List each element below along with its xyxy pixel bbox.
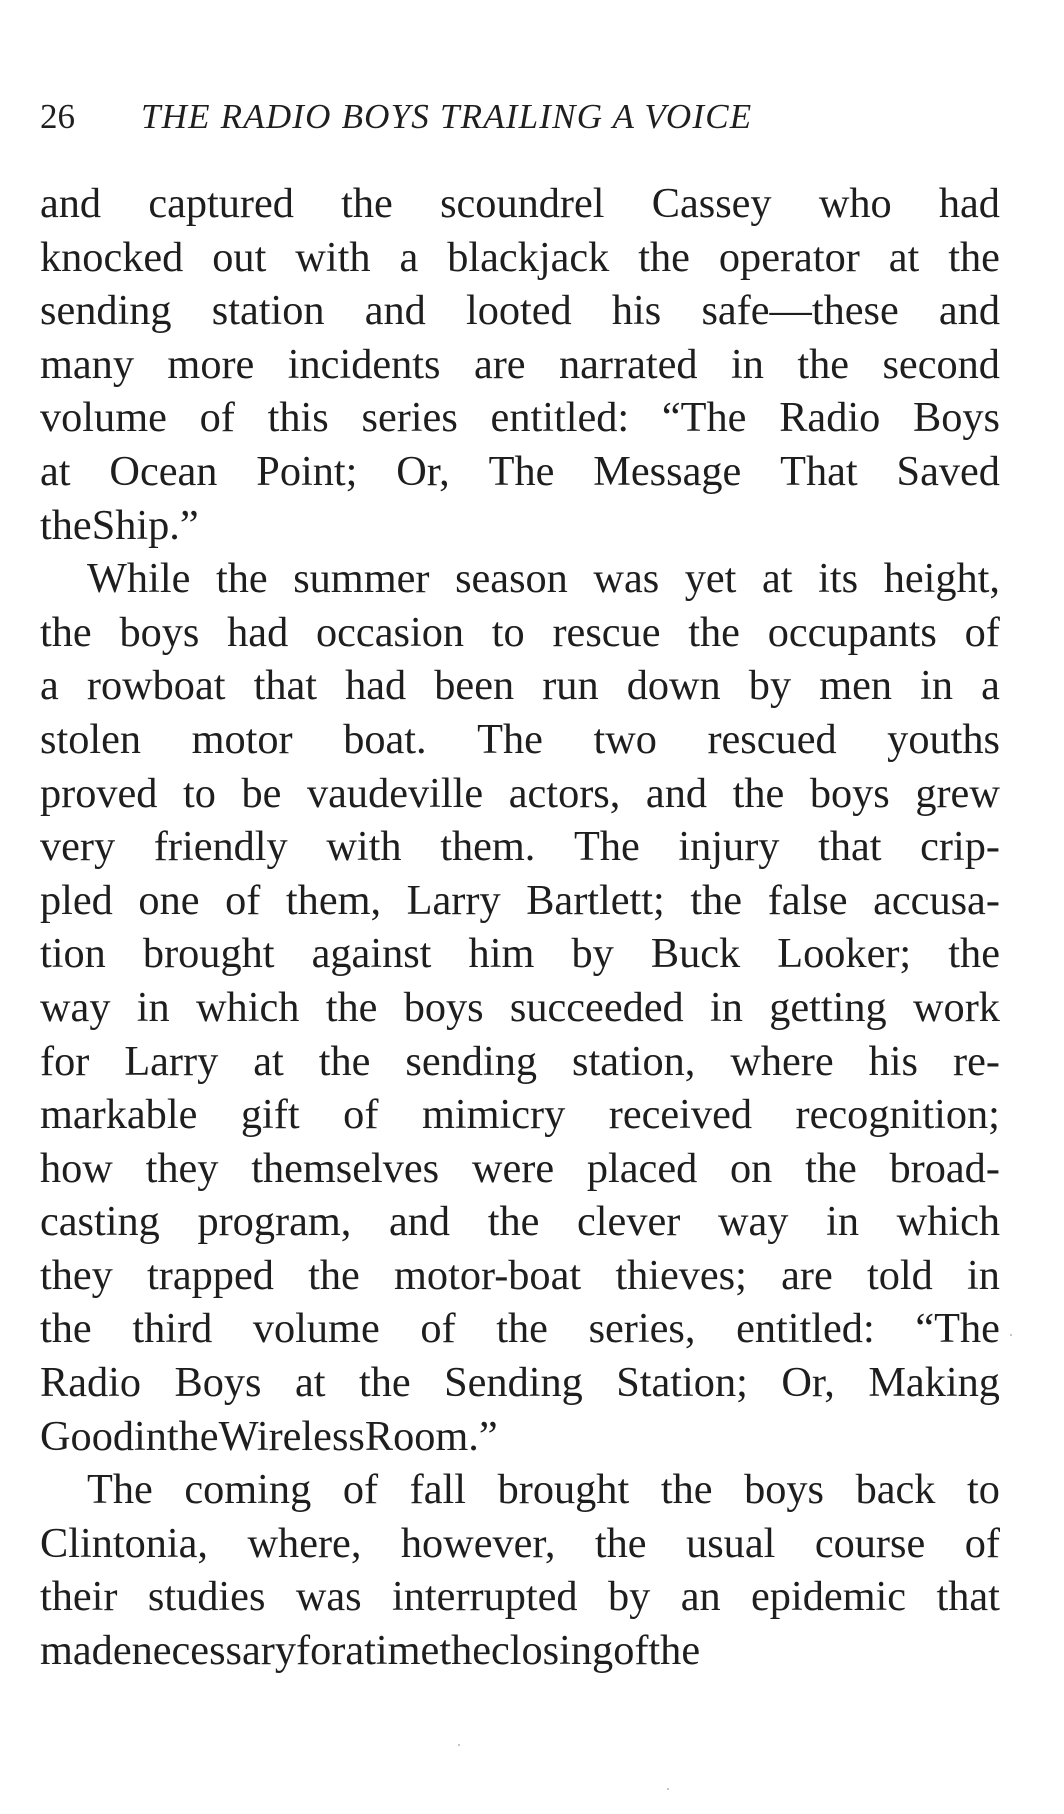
- text-word: which: [896, 1198, 1000, 1246]
- text-word: their: [40, 1573, 118, 1621]
- text-word: that: [936, 1573, 1000, 1621]
- text-word: program,: [197, 1198, 352, 1246]
- text-line: [40, 927, 1000, 981]
- text-line: [40, 177, 1000, 231]
- text-word: recognition;: [795, 1091, 1000, 1139]
- text-line: [40, 874, 1000, 928]
- text-word: the: [638, 233, 690, 281]
- text-line: [40, 767, 1000, 821]
- text-word: the: [690, 876, 743, 924]
- text-word: Sending: [444, 1359, 583, 1407]
- text-word: them,: [285, 876, 382, 924]
- text-word: of: [199, 394, 235, 442]
- text-word: grew: [915, 769, 1000, 817]
- text-word: The: [573, 823, 640, 871]
- text-word: in: [826, 1198, 859, 1246]
- text-word: crip-: [920, 823, 1000, 871]
- text-word: of: [964, 608, 1000, 656]
- text-word: at: [253, 1037, 284, 1085]
- text-word: which: [196, 983, 300, 1031]
- text-word: series: [361, 394, 458, 442]
- paper-speck: [667, 1788, 669, 1790]
- text-word: the: [439, 1627, 491, 1675]
- text-word: closing: [491, 1627, 614, 1675]
- text-word: themselves: [251, 1144, 440, 1192]
- text-word: the: [40, 1305, 92, 1353]
- text-word: however,: [400, 1519, 556, 1567]
- text-line: [40, 1410, 1000, 1464]
- text-line: [40, 713, 1000, 767]
- text-word: that: [818, 823, 882, 871]
- text-word: height,: [883, 555, 1000, 603]
- text-word: by: [748, 662, 792, 710]
- text-word: The: [87, 1466, 153, 1514]
- text-word: down: [626, 662, 721, 710]
- text-word: who: [818, 180, 892, 227]
- text-line: [40, 1517, 1000, 1571]
- text-word: pled: [40, 876, 113, 924]
- text-word: yet: [684, 555, 737, 603]
- text-word: for: [40, 1037, 90, 1085]
- text-word: and: [388, 1198, 451, 1246]
- text-word: and: [364, 287, 426, 335]
- text-word: at: [888, 233, 920, 281]
- text-line: [40, 499, 1000, 553]
- text-word: Radio: [779, 394, 881, 442]
- text-word: Boys: [913, 394, 1000, 442]
- text-word: way: [40, 983, 111, 1031]
- text-word: series,: [588, 1305, 696, 1353]
- text-word: the: [325, 983, 378, 1031]
- text-word: friendly: [153, 823, 288, 871]
- text-word: Good: [40, 1412, 134, 1460]
- text-word: brought: [497, 1466, 630, 1514]
- text-word: Wireless: [218, 1412, 365, 1460]
- text-word: for: [296, 1627, 346, 1675]
- text-word: broad-: [889, 1144, 1000, 1192]
- text-word: entitled:: [490, 394, 630, 442]
- text-word: where: [730, 1037, 834, 1085]
- text-word: at: [294, 1359, 326, 1407]
- text-word: boys: [403, 983, 484, 1031]
- text-word: safe—these: [701, 287, 899, 335]
- text-word: was: [295, 1573, 362, 1621]
- text-line: [40, 981, 1000, 1035]
- text-word: by: [608, 1573, 651, 1621]
- text-word: station,: [572, 1037, 696, 1085]
- text-word: thieves;: [615, 1251, 747, 1299]
- text-word: Ship.”: [91, 501, 199, 549]
- text-word: Cassey: [651, 180, 772, 227]
- text-word: time: [364, 1627, 440, 1675]
- text-word: rowboat: [86, 662, 226, 710]
- text-word: told: [866, 1251, 933, 1299]
- text-word: are: [781, 1251, 833, 1299]
- text-word: blackjack: [447, 233, 610, 281]
- text-word: second: [882, 340, 1000, 388]
- text-word: Station;: [616, 1359, 748, 1407]
- text-word: “The: [915, 1305, 1000, 1353]
- text-word: they: [145, 1144, 219, 1192]
- text-line: [40, 1249, 1000, 1303]
- text-word: of: [613, 1627, 649, 1675]
- text-word: necessary: [131, 1627, 297, 1675]
- text-word: Looker;: [777, 930, 912, 978]
- text-word: run: [542, 662, 599, 710]
- text-word: occupants: [767, 608, 937, 656]
- text-word: with: [295, 233, 371, 281]
- text-word: knocked: [40, 233, 184, 281]
- text-word: proved: [40, 769, 158, 817]
- text-word: the: [648, 1627, 701, 1675]
- text-word: boys: [744, 1466, 824, 1514]
- text-word: Boys: [174, 1359, 262, 1407]
- text-word: summer: [293, 555, 430, 603]
- text-word: stolen: [40, 715, 142, 763]
- text-word: and: [40, 180, 102, 227]
- text-line: [40, 1570, 1000, 1624]
- text-word: Radio: [40, 1359, 142, 1407]
- text-word: Or,: [781, 1359, 835, 1407]
- body-text: [40, 177, 1000, 1678]
- text-word: in: [920, 662, 954, 710]
- text-word: to: [491, 608, 525, 656]
- text-word: Making: [868, 1359, 1000, 1407]
- text-word: injury: [678, 823, 780, 871]
- text-line: [40, 1302, 1000, 1356]
- text-word: vaudeville: [307, 769, 484, 817]
- text-word: been: [434, 662, 515, 710]
- text-word: had: [938, 180, 1000, 227]
- text-word: a: [399, 233, 419, 281]
- text-word: motor: [191, 715, 293, 763]
- text-word: they: [40, 1251, 113, 1299]
- text-word: a: [345, 1627, 365, 1675]
- text-word: Clintonia,: [40, 1519, 209, 1567]
- text-word: with: [326, 823, 402, 871]
- text-word: this: [267, 394, 329, 442]
- text-word: Point;: [256, 447, 358, 495]
- text-word: the: [40, 608, 92, 656]
- text-word: the: [318, 1037, 371, 1085]
- text-word: men: [819, 662, 893, 710]
- text-word: were: [471, 1144, 555, 1192]
- text-word: be: [241, 769, 282, 817]
- text-word: the: [215, 555, 268, 603]
- text-word: the: [341, 180, 393, 227]
- text-word: trapped: [147, 1251, 274, 1299]
- text-word: casting: [40, 1198, 160, 1246]
- text-word: epidemic: [751, 1573, 907, 1621]
- text-word: scoundrel: [440, 180, 605, 227]
- page-header: [40, 92, 1000, 142]
- text-word: fall: [409, 1466, 467, 1514]
- text-line: [40, 1624, 1000, 1678]
- text-word: back: [855, 1466, 936, 1514]
- text-word: the: [166, 1412, 219, 1460]
- text-word: more: [167, 340, 255, 388]
- text-word: of: [225, 876, 261, 924]
- text-word: work: [913, 983, 1000, 1031]
- text-word: the: [40, 501, 92, 549]
- text-word: in: [731, 340, 764, 388]
- text-word: the: [358, 1359, 411, 1407]
- text-word: tion: [40, 930, 106, 978]
- running-title: THE RADIO BOYS TRAILING A VOICE: [141, 97, 753, 136]
- text-word: Larry: [124, 1037, 219, 1085]
- text-word: in: [136, 983, 170, 1031]
- text-word: occasion: [316, 608, 464, 656]
- text-word: the: [496, 1305, 548, 1353]
- text-word: mimicry: [421, 1091, 566, 1139]
- text-line: [40, 391, 1000, 445]
- text-word: how: [40, 1144, 113, 1192]
- text-word: two: [593, 715, 657, 763]
- text-word: volume: [252, 1305, 380, 1353]
- text-word: The: [477, 715, 543, 763]
- text-word: volume: [40, 394, 167, 442]
- text-word: to: [183, 769, 216, 817]
- text-word: Buck: [650, 930, 741, 978]
- text-word: Room.”: [364, 1412, 498, 1460]
- text-line: [40, 1035, 1000, 1089]
- text-word: against: [311, 930, 432, 978]
- text-word: of: [964, 1519, 1000, 1567]
- text-word: a: [981, 662, 1000, 710]
- text-word: boys: [809, 769, 890, 817]
- text-word: and: [938, 287, 1000, 335]
- text-line: [40, 1142, 1000, 1196]
- text-word: very: [40, 823, 116, 871]
- paper-speck: [1010, 1334, 1012, 1336]
- text-word: at: [40, 447, 71, 495]
- text-word: boat.: [343, 715, 427, 763]
- text-word: his: [611, 287, 662, 335]
- text-word: Ocean: [109, 447, 218, 495]
- text-word: course: [814, 1519, 926, 1567]
- text-word: rescue: [552, 608, 661, 656]
- text-word: received: [608, 1091, 753, 1139]
- text-word: had: [345, 662, 407, 710]
- text-word: usual: [686, 1519, 776, 1567]
- text-word: the: [308, 1251, 360, 1299]
- text-word: rescued: [707, 715, 837, 763]
- text-word: to: [967, 1466, 1000, 1514]
- text-word: on: [730, 1144, 773, 1192]
- text-word: Larry: [406, 876, 501, 924]
- text-word: way: [717, 1198, 789, 1246]
- text-word: in: [967, 1251, 1000, 1299]
- text-line: [40, 1088, 1000, 1142]
- text-word: third: [132, 1305, 213, 1353]
- text-word: many: [40, 340, 134, 388]
- text-word: the: [688, 608, 740, 656]
- text-word: was: [593, 555, 660, 603]
- text-word: at: [762, 555, 793, 603]
- text-line: [40, 1463, 1000, 1517]
- text-word: incidents: [287, 340, 441, 388]
- text-word: brought: [142, 930, 275, 978]
- text-word: out: [212, 233, 267, 281]
- text-word: its: [818, 555, 859, 603]
- text-word: made: [40, 1627, 132, 1675]
- text-word: getting: [769, 983, 887, 1031]
- text-word: had: [227, 608, 289, 656]
- text-word: the: [948, 233, 1000, 281]
- text-word: in: [710, 983, 743, 1031]
- text-word: operator: [718, 233, 860, 281]
- text-word: an: [680, 1573, 721, 1621]
- text-word: looted: [465, 287, 572, 335]
- text-word: The: [488, 447, 555, 495]
- text-word: gift: [240, 1091, 300, 1139]
- text-word: re-: [953, 1037, 1000, 1085]
- paper-speck: [458, 1744, 460, 1746]
- text-line: [40, 284, 1000, 338]
- text-word: placed: [586, 1144, 698, 1192]
- text-word: that: [253, 662, 318, 710]
- text-word: of: [420, 1305, 456, 1353]
- text-line: [40, 1195, 1000, 1249]
- text-word: season: [455, 555, 568, 603]
- text-word: false: [767, 876, 848, 924]
- text-word: Or,: [396, 447, 450, 495]
- text-word: sending: [405, 1037, 538, 1085]
- text-word: by: [571, 930, 614, 978]
- text-word: the: [797, 340, 850, 388]
- text-word: Bartlett;: [526, 876, 665, 924]
- text-word: sending: [40, 287, 172, 335]
- text-line: [40, 659, 1000, 713]
- text-word: a: [40, 662, 59, 710]
- text-word: Message: [593, 447, 742, 495]
- text-word: Saved: [896, 447, 1000, 495]
- text-word: the: [487, 1198, 540, 1246]
- text-line: [40, 231, 1000, 285]
- text-word: motor-boat: [394, 1251, 582, 1299]
- text-line: [40, 552, 1000, 606]
- text-word: accusa-: [873, 876, 1000, 924]
- text-word: them.: [440, 823, 536, 871]
- text-word: boys: [119, 608, 200, 656]
- text-line: [40, 606, 1000, 660]
- text-word: station: [211, 287, 325, 335]
- text-word: “The: [661, 394, 747, 442]
- text-word: the: [660, 1466, 713, 1514]
- text-line: [40, 338, 1000, 392]
- text-word: actors,: [508, 769, 621, 817]
- text-word: of: [342, 1466, 379, 1514]
- text-word: coming: [184, 1466, 312, 1514]
- text-word: youths: [887, 715, 1000, 763]
- text-word: studies: [147, 1573, 266, 1621]
- text-word: the: [594, 1519, 647, 1567]
- text-word: narrated: [559, 340, 698, 388]
- text-word: succeeded: [509, 983, 684, 1031]
- text-word: That: [780, 447, 858, 495]
- text-word: entitled:: [736, 1305, 875, 1353]
- text-word: in: [134, 1412, 167, 1460]
- page-number: 26: [40, 97, 75, 136]
- text-word: the: [948, 930, 1000, 978]
- text-word: clever: [577, 1198, 681, 1246]
- text-word: where,: [247, 1519, 362, 1567]
- text-line: [40, 445, 1000, 499]
- text-word: and: [645, 769, 707, 817]
- text-word: one: [138, 876, 200, 924]
- text-word: him: [468, 930, 535, 978]
- text-word: captured: [148, 180, 294, 227]
- text-word: of: [343, 1091, 379, 1139]
- text-word: markable: [40, 1091, 198, 1139]
- text-word: his: [868, 1037, 919, 1085]
- text-line: [40, 820, 1000, 874]
- text-word: the: [805, 1144, 857, 1192]
- text-word: interrupted: [392, 1573, 578, 1621]
- text-word: While: [87, 555, 191, 603]
- text-line: [40, 1356, 1000, 1410]
- text-word: the: [732, 769, 785, 817]
- text-word: are: [473, 340, 526, 388]
